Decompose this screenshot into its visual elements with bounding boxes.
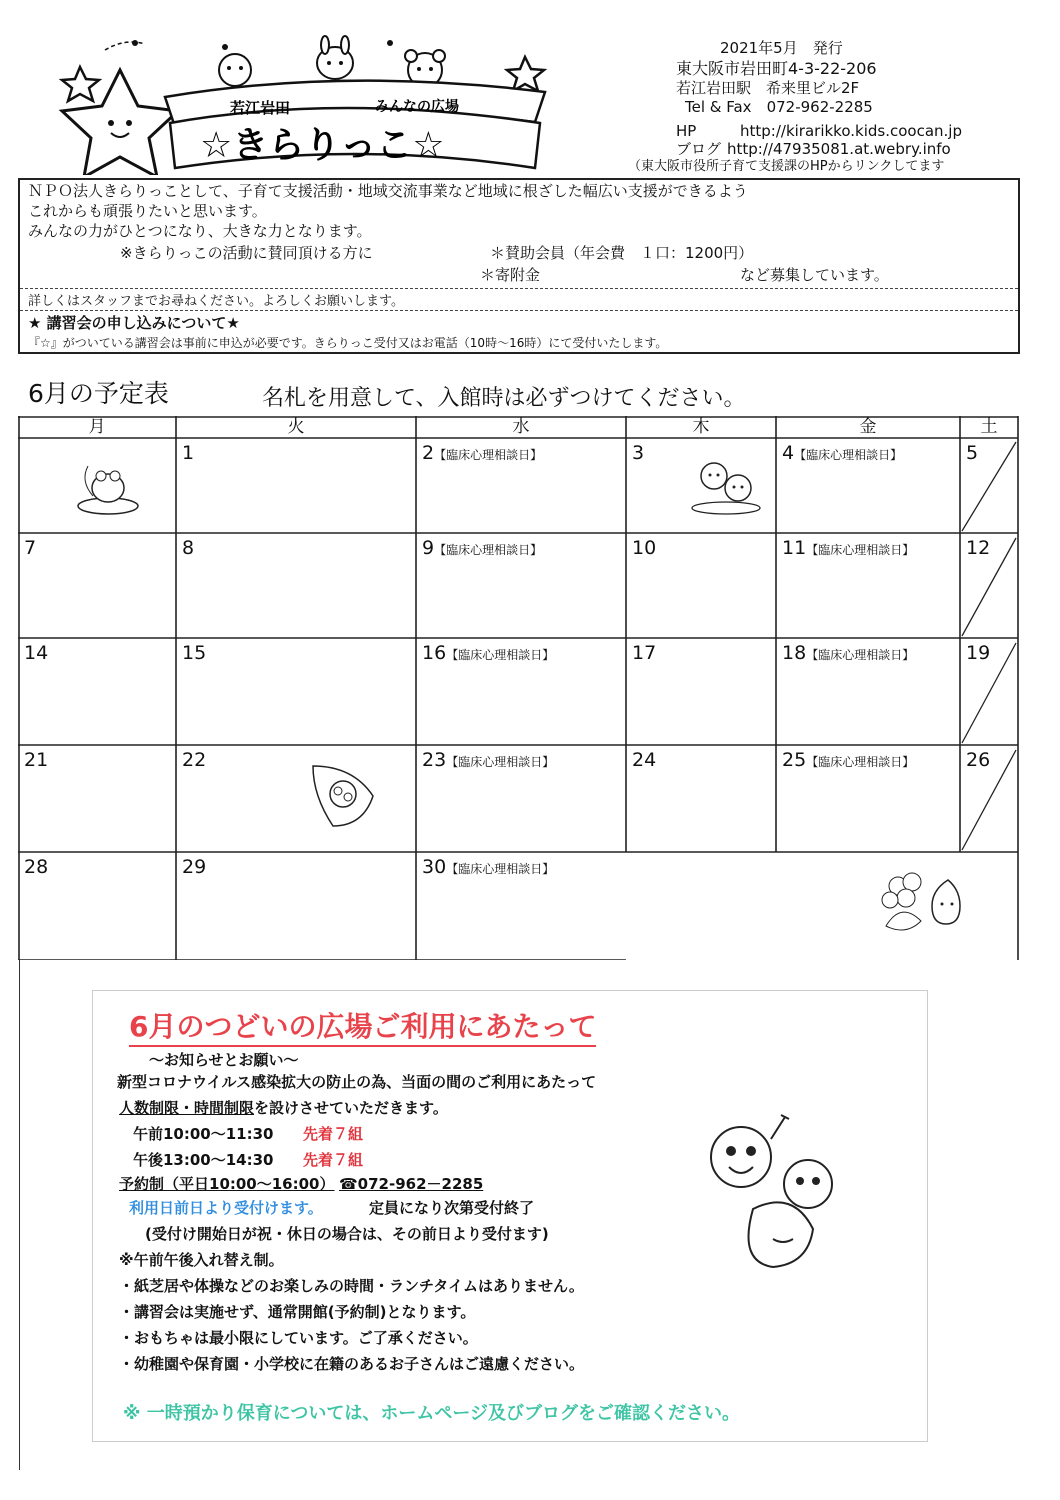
blog-link[interactable]: http://47935081.at.webry.info [727, 140, 951, 158]
calendar-day-cell [176, 438, 416, 533]
calendar-day-cell [960, 745, 1018, 852]
support-member: ＊賛助会員（年会費 １口：1200円） [490, 244, 754, 262]
notice-line-1: ＮＰＯ法人きらりっことして、子育て支援活動・地域交流事業など地域に根ざした幅広い支援ができるよう [28, 182, 748, 200]
day-number: 14 [24, 642, 49, 664]
divider [20, 310, 1018, 311]
am-slot: 午前10:00～11:30 [133, 1125, 274, 1143]
calendar-day-cell [960, 533, 1018, 638]
day-number: 29 [182, 856, 207, 878]
day-entry [782, 642, 914, 664]
calendar-day-cell [626, 745, 776, 852]
building: 若江岩田駅 希来里ビル2F [676, 79, 860, 97]
notice-line-2: これからも頑張りたいと思います。 [28, 202, 267, 220]
day-number: 9 [422, 537, 435, 559]
schedule-title: 6月の予定表 [28, 379, 169, 408]
star-icon [507, 57, 544, 91]
day-number: 30 [422, 856, 447, 878]
day-number: 22 [182, 749, 207, 771]
day-number: 16 [422, 642, 447, 664]
calendar [18, 416, 1020, 960]
notice-box [18, 178, 1020, 354]
day-number: 23 [422, 749, 447, 771]
calendar-day-cell [18, 533, 176, 638]
issue-date: 2021年5月 発行 [720, 39, 843, 57]
day-entry [782, 442, 902, 464]
pm-slot: 午後13:00～14:30 [133, 1151, 274, 1169]
calendar-day-cell [176, 533, 416, 638]
rule-4: ・幼稚園や保育園・小学校に在籍のあるお子さんはご遠慮ください。 [119, 1355, 585, 1373]
tel-fax: Tel & Fax 072-962-2285 [685, 98, 873, 116]
blog-label: ブログ [676, 140, 722, 158]
margin-line [19, 960, 20, 1470]
childcare-footer: ※ 一時預かり保育については、ホームページ及びブログをご確認ください。 [123, 1403, 741, 1424]
link-note: （東大阪市役所子育て支援課のHPからリンクしてます [628, 159, 945, 174]
weekday-sat: 土 [980, 417, 998, 437]
reserve-end: 定員になり次第受付終了 [369, 1199, 535, 1217]
calendar-day-cell [416, 533, 626, 638]
calendar-day-cell [960, 638, 1018, 745]
day-number: 24 [632, 749, 657, 771]
bunny-icon [317, 36, 353, 79]
day-number: 8 [182, 537, 195, 559]
day-entry [422, 537, 542, 559]
day-number: 5 [966, 442, 979, 464]
reserve-label: 予約制（平日10:00～16:00） [119, 1175, 335, 1193]
hp-link[interactable]: http://kirarikko.kids.coocan.jp [740, 122, 962, 140]
schedule-note: 名札を用意して、入館時は必ずつけてください。 [262, 386, 746, 411]
info-intro: 新型コロナウイルス感染拡大の防止の為、当面の間のご利用にあたって [117, 1073, 597, 1091]
weekday-fri: 金 [859, 417, 877, 437]
day-number: 10 [632, 537, 657, 559]
droplet-characters-icon [686, 454, 766, 516]
rabbit-icon [219, 54, 251, 86]
pm-capacity: 先着７組 [303, 1151, 364, 1169]
day-number: 7 [24, 537, 37, 559]
calendar-day-cell [416, 638, 626, 745]
day-number: 1 [182, 442, 195, 464]
usage-info-box [92, 990, 928, 1442]
weekday-mon: 月 [88, 417, 106, 437]
info-limit-line [119, 1097, 448, 1118]
donation: ＊寄附金 [480, 266, 541, 284]
rule-2: ・講習会は実施せず、通常開館(予約制)となります。 [119, 1303, 476, 1321]
star-icon [62, 67, 99, 101]
reserve-tel[interactable]: ☎072-962－2285 [339, 1175, 484, 1193]
day-number: 18 [782, 642, 807, 664]
rocket-illustration-icon [303, 756, 383, 836]
day-number: 12 [966, 537, 991, 559]
app-title: ☆きらりっこ☆ [200, 125, 445, 166]
subtitle: みんなの広場 [375, 99, 459, 115]
kirarikko-logo [45, 25, 605, 175]
day-number: 11 [782, 537, 807, 559]
calendar-day-cell [18, 745, 176, 852]
event-label: 【臨床心理相談日】 [446, 755, 555, 769]
day-number: 3 [632, 442, 645, 464]
day-number: 2 [422, 442, 435, 464]
hp-label: HP [676, 122, 697, 140]
info-subtitle: ～お知らせとお願い～ [149, 1051, 299, 1069]
holiday-note: (受付け開始日が祝・休日の場合は、その前日より受付ます) [145, 1225, 549, 1243]
day-number: 17 [632, 642, 657, 664]
day-number: 4 [782, 442, 795, 464]
limit-label: 人数制限・時間制限 [119, 1099, 255, 1117]
day-number: 26 [966, 749, 991, 771]
weekday-tue: 火 [287, 417, 305, 437]
day-number: 25 [782, 749, 807, 771]
day-entry [422, 642, 554, 664]
calendar-day-cell [776, 533, 960, 638]
day-entry [782, 749, 914, 771]
day-number: 19 [966, 642, 991, 664]
calendar-day-cell [18, 852, 176, 960]
address: 東大阪市岩田町4-3-22-206 [676, 59, 877, 78]
weekday-thu: 木 [692, 417, 710, 437]
event-label: 【臨床心理相談日】 [434, 543, 543, 557]
lecture-text: 『☆』がついている講習会は事前に申込が必要です。きらりっこ受付又はお電話（10時～16時）にて受付いたします。 [28, 336, 668, 350]
rule-3: ・おもちゃは最小限にしています。ご了承ください。 [119, 1329, 478, 1347]
calendar-day-cell [416, 745, 626, 852]
info-title: 6月のつどいの広場ご利用にあたって [129, 1005, 596, 1047]
day-entry [422, 749, 554, 771]
limit-suffix: を設けさせていただきます。 [254, 1099, 448, 1117]
day-entry [782, 537, 914, 559]
day-number: 28 [24, 856, 49, 878]
swap-note: ※午前午後入れ替え制。 [119, 1251, 284, 1269]
calendar-day-cell [776, 745, 960, 852]
event-label: 【臨床心理相談日】 [806, 648, 915, 662]
inquiry-text: 詳しくはスタッフまでお尋ねください。よろしくお願いします。 [28, 294, 404, 309]
frog-illustration-icon [73, 456, 143, 518]
day-entry [422, 442, 542, 464]
calendar-day-cell [626, 533, 776, 638]
reserve-from: 利用日前日より受付けます。 [129, 1199, 323, 1217]
event-label: 【臨床心理相談日】 [794, 448, 903, 462]
calendar-day-cell [776, 438, 960, 533]
event-label: 【臨床心理相談日】 [806, 755, 915, 769]
event-label: 【臨床心理相談日】 [806, 543, 915, 557]
calendar-day-cell [960, 438, 1018, 533]
calendar-day-cell [18, 638, 176, 745]
event-label: 【臨床心理相談日】 [446, 862, 555, 876]
calendar-day-cell [416, 438, 626, 533]
event-label: 【臨床心理相談日】 [446, 648, 555, 662]
calendar-day-cell [416, 852, 626, 960]
day-entry [422, 856, 554, 878]
rule-1: ・紙芝居や体操などのお楽しみの時間・ランチタイムはありません。 [119, 1277, 584, 1295]
divider [20, 288, 1018, 289]
notice-line-3: みんなの力がひとつになり、大きな力となります。 [28, 222, 372, 240]
hydrangea-illustration-icon [876, 866, 976, 938]
area-name: 若江岩田 [230, 99, 291, 117]
calendar-day-cell [776, 638, 960, 745]
am-capacity: 先着７組 [303, 1125, 364, 1143]
day-number: 15 [182, 642, 207, 664]
cartoon-characters-icon [693, 1109, 863, 1277]
calendar-day-cell [176, 852, 416, 960]
calendar-day-cell [626, 638, 776, 745]
day-number: 21 [24, 749, 49, 771]
event-label: 【臨床心理相談日】 [434, 448, 543, 462]
lecture-heading: ★ 講習会の申し込みについて★ [28, 314, 240, 332]
recruit-text: など募集しています。 [740, 266, 889, 284]
calendar-day-cell [176, 638, 416, 745]
support-intro: ※きらりっこの活動に賛同頂ける方に [120, 244, 373, 262]
weekday-wed: 水 [512, 417, 530, 437]
